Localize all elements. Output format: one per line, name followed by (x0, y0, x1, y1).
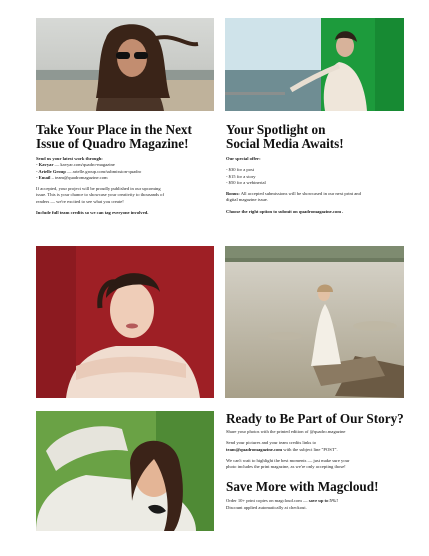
wait-note: We can't wait to highlight the best moments — just make sure your photo includes the print magazine, as we're only accepting those! (226, 457, 350, 470)
offer-story: - $15 for a story (226, 173, 256, 179)
credits-note: Include full team credits so we can tag everyone involved. (36, 210, 149, 216)
accepted-paragraph: If accepted, your project will be proudly published in our upcoming issue. This is your chance to showcase your creativity to thousands of readers — we're excited to see what you create! (36, 186, 165, 204)
submission-section (36, 123, 221, 216)
offer-label: Our special offer: (226, 156, 261, 161)
magcloud-heading: Save More with Magcloud! (226, 479, 379, 495)
submission-item-kavyar: - Kavyar — kavyar.com/quadro-magazine (36, 162, 115, 168)
submission-heading: Take Your Place in the Next Issue of Quadro Magazine! (36, 122, 192, 151)
send-label: Send us your latest work through: (36, 156, 103, 161)
story-heading: Ready to Be Part of Our Story? (226, 411, 404, 426)
photo-woman-water-pier (225, 246, 404, 398)
photo-woman-sunglasses-beach (36, 18, 214, 111)
choose-option: Choose the right option to submit on quadromagazine.com . (226, 208, 344, 214)
submission-item-arielle: - Arielle Group — arielle.group.com/submission-quadro (36, 168, 142, 174)
order-note: Order 10+ print copies on magcloud.com — save up to 5%! Discount applied automatically at checkout. (226, 498, 338, 510)
share-note: Share your photos with the printed edition of @quadro.magazine (226, 429, 346, 434)
story-section (226, 412, 411, 511)
offer-post: - $30 for a post (226, 167, 255, 173)
photo-woman-white-green-wall (225, 18, 404, 111)
submission-item-email: - Email – team@quadromagazine.com (36, 174, 108, 180)
photo-woman-red-background (36, 246, 214, 398)
offer-webinerial: - $50 for a webinerial (226, 179, 266, 185)
send-instructions: Send your pictures and your team credits links to team@quadromagazine.com with the subject line "POST". (226, 440, 338, 452)
social-media-section (226, 123, 411, 215)
photo-woman-knitted-sweater (36, 411, 214, 531)
social-media-heading: Your Spotlight on Social Media Awaits! (226, 122, 344, 151)
bonus-note: Bonus: All accepted submissions will be showcased in our next print and digital magazine issue. (226, 191, 361, 203)
